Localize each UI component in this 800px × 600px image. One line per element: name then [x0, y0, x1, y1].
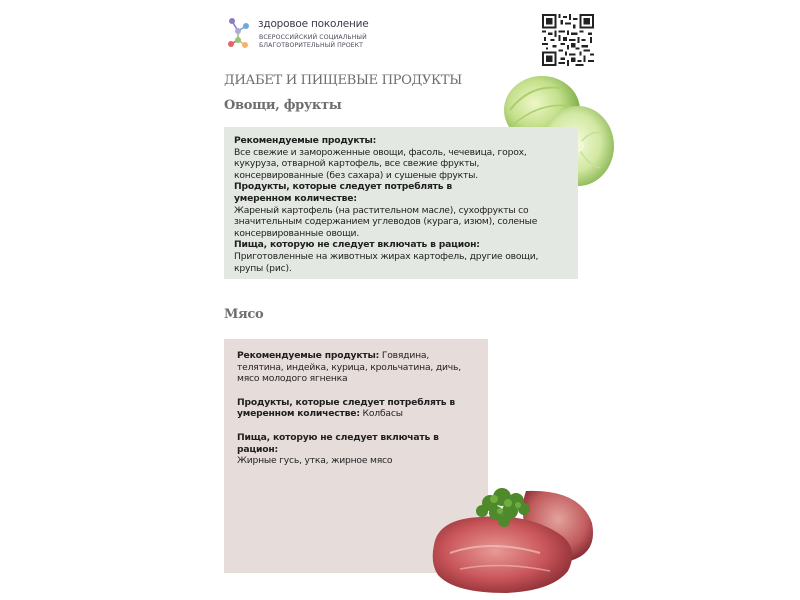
- veg-recommended-text: Все свежие и замороженные овощи, фасоль, чечевица, горох, кукуруза, отварной картофель, все свежие фрукты, консервированные (без сахара) и сушеные фрукты.: [234, 146, 527, 181]
- logo-subtitle-line1: ВСЕРОССИЙСКИЙ СОЦИАЛЬНЫЙ: [259, 34, 367, 41]
- document-page: [222, 0, 614, 600]
- veg-excluded-label: Пища, которую не следует включать в рацион:: [234, 239, 480, 251]
- logo-subtitle: [259, 34, 367, 50]
- meat-recommended-label: Рекомендуемые продукты:: [237, 350, 380, 361]
- meat-moderate-text: Колбасы: [362, 408, 403, 420]
- veg-moderate-text: Жареный картофель (на растительном масле), сухофрукты со значительным содержанием углеводов (курага, изюм), соленые консервированные овощи.: [234, 204, 538, 239]
- meat-excluded: [237, 432, 474, 467]
- section-title-meat: Мясо: [224, 307, 264, 322]
- meat-recommended: [237, 350, 474, 385]
- meat-excluded-text: Жирные гусь, утка, жирное мясо: [237, 455, 393, 467]
- vegetables-info-box: [224, 127, 578, 279]
- veg-excluded-text: Приготовленные на животных жирах картофель, другие овощи, крупы (рис).: [234, 250, 539, 274]
- meat-moderate-label: Продукты, которые следует потреблять в умеренном количестве:: [237, 396, 455, 420]
- qr-code-icon: [542, 14, 594, 66]
- document-title: ДИАБЕТ И ПИЩЕВЫЕ ПРОДУКТЫ: [224, 73, 462, 88]
- logo-icon: [226, 16, 252, 50]
- meat-recommended-text: Говядина, телятина, индейка, курица, крольчатина, дичь, мясо молодого ягненка: [237, 350, 461, 385]
- section-title-vegetables: Овощи, фрукты: [224, 98, 342, 113]
- meat-image: [430, 483, 602, 595]
- meat-excluded-label: Пища, которую не следует включать в рацион:: [237, 431, 439, 455]
- meat-moderate: [237, 397, 474, 420]
- veg-recommended-label: Рекомендуемые продукты:: [234, 135, 377, 146]
- veg-moderate-label: Продукты, которые следует потреблять в умеренном количестве:: [234, 181, 452, 204]
- logo-title: здоровое поколение: [258, 18, 369, 30]
- logo-subtitle-line2: БЛАГОТВОРИТЕЛЬНЫЙ ПРОЕКТ: [259, 42, 364, 49]
